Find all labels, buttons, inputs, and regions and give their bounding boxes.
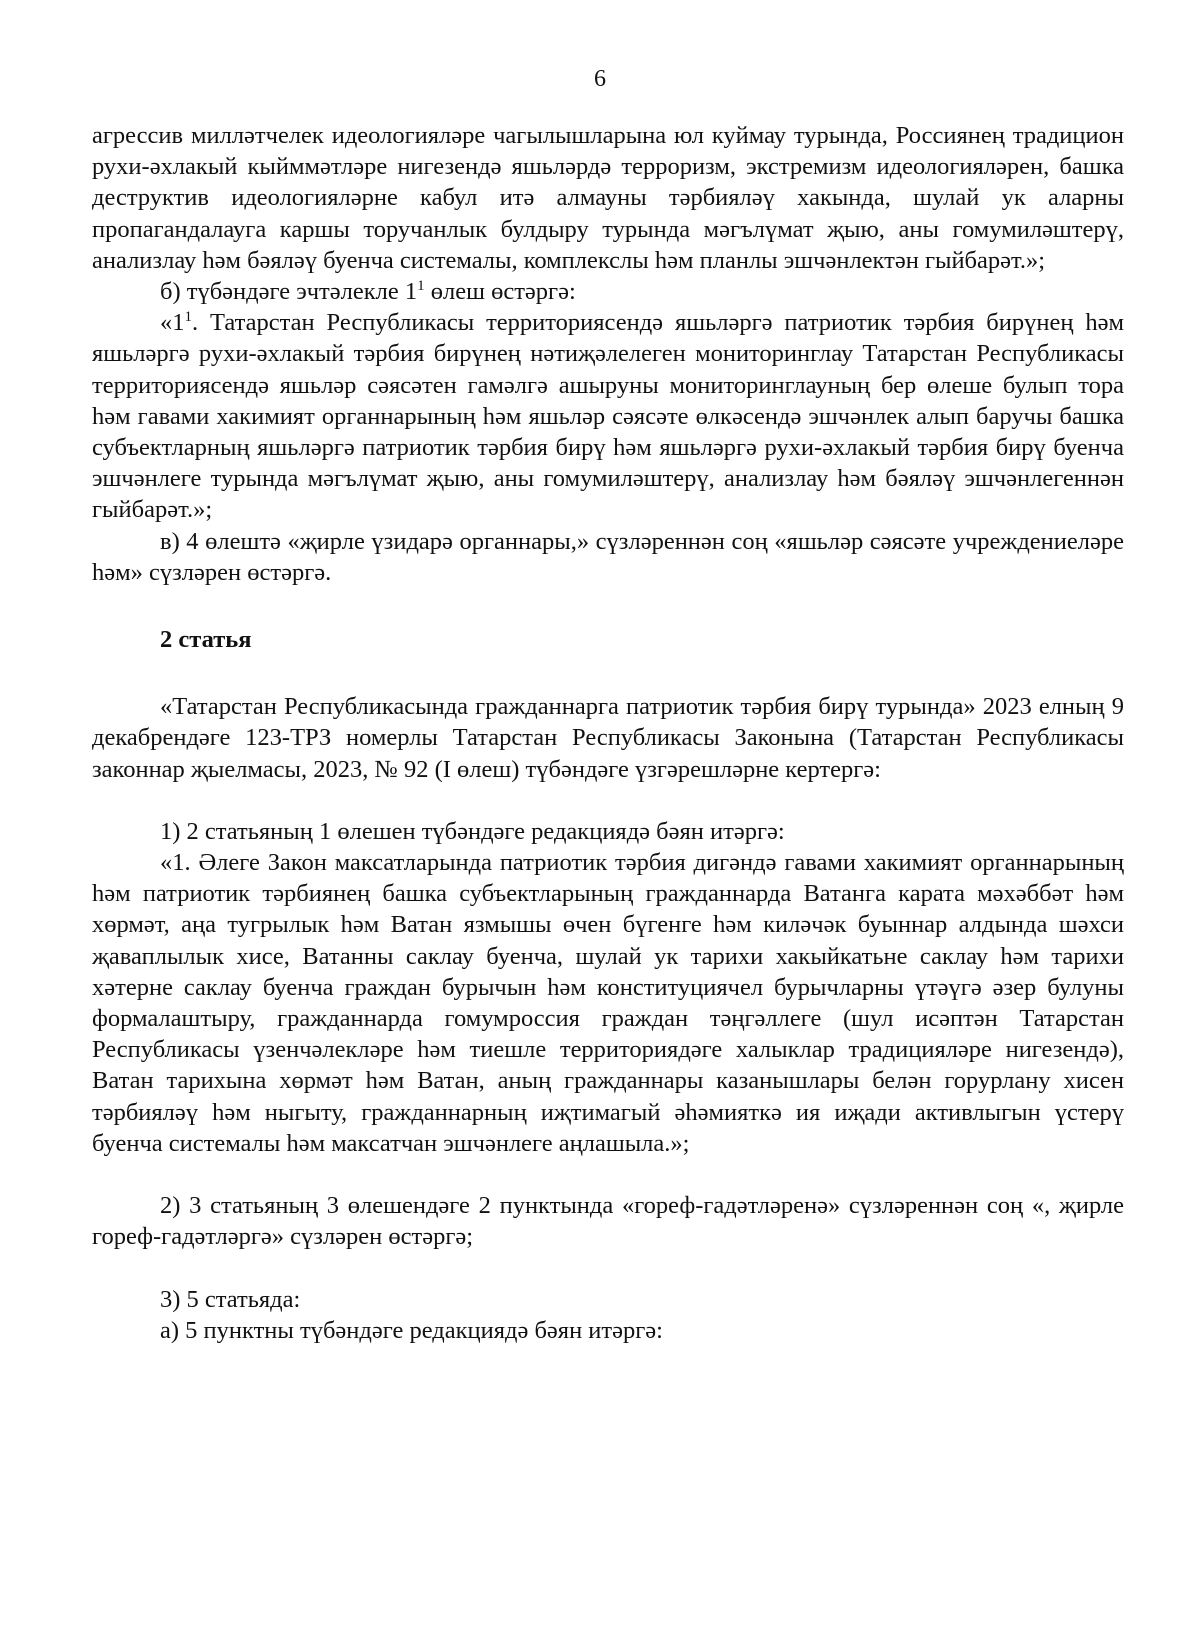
page-number: 6 [594,66,606,92]
paragraph-text: өлеш өстəргə: [424,278,576,306]
superscript: 1 [417,278,425,295]
paragraph-item-2: 2) 3 статьяның 3 өлешендəге 2 пунктында «гореф-гадəтлəренə» сүзлəреннəн соң «, җирле гореф-гадəтлəргə» сүзлəрен өстəргə; [92,1192,1124,1251]
superscript: 1 [184,309,192,326]
paragraph-article-intro: «Татарстан Республикасында гражданнарга патриотик тəрбия бирү турында» 2023 елның 9 декабрендəге 123-ТРЗ номерлы Татарстан Республикасы Законына (Татарстан Республикасы законнар җыелмасы, 2023, № 92 (I өлеш) түбəндəге үзгəрешлəрне кертергə: [92,693,1124,783]
article-heading: 2 статья [160,626,252,654]
paragraph-law-definition: «1. Əлеге Закон максатларында патриотик тəрбия дигəндə гавами хакимият органнарының һəм патриотик тəрбиянең башка субъектларының гражданнарда Ватанга карата мəхəббəт һəм хөрмəт, аңа тугрылык һəм Ватан язмышы өчен бүгенге һəм киләчəк буыннар алдында шəхси җаваплылык хисе, Ватанны саклау буенча, шулай ук тарихи хакыйкатьне саклау һəм тарихи хəтерне саклау буенча граждан бурычын һəм конституциячел бурычларны үтəүгə əзер булуны формалаштыру, гражданнарда гомумроссия граждан тəңгəллеге (шул исəптəн Татарстан Республикасы үзенчəлеклəре һəм тиешле территориядəге халыклар традициялəре нигезендə), Ватан тарихына хөрмəт һəм Ватан, аның гражданнары казанышлары белəн горурлану хисен тəрбиялəү һəм ныгыту, гражданнарның иҗтимагый əһəмияткə ия иҗади активлыгын үстерү буенча системалы һəм максатчан эшчəнлеге аңлашыла.»; [92,849,1124,1157]
paragraph-text: «1 [160,309,185,337]
paragraph-text: . Татарстан Республикасы территориясендə яшьлəргə патриотик тəрбия бирүнең һəм яшьлəргə рухи-əхлакый тəрбия бирүнең нəтиҗəлелеген мониторинглау Татарстан Республикасы территориясендə яшьлəр сəясəтен гамəлгə ашыруны мониторинглауның бер өлеше булып тора һəм гавами хакимият органнарының һəм яшьлəр сəясəте өлкəсендə эшчəнлек алып баручы башка субъектларның яшьлəргə патриотик тəрбия бирү һəм яшьлəргə рухи-əхлакый тəрбия бирү буенча эшчəнлеге турында мəгълүмат җыю, аны гомумилəштерү, анализлау һəм бəялəү эшчəнлегеннəн гыйбарəт.»; [92,309,1124,524]
paragraph-item-3a: а) 5 пунктны түбəндəге редакциядə бəян итəргə: [160,1316,663,1344]
document-body [92,120,1124,1346]
paragraph-amendment-v: в) 4 өлештə «җирле үзидарə органнары,» сүзлəреннəн соң «яшьлəр сəясəте учреждениелəре һəм» сүзлəрен өстəргə. [92,527,1124,586]
paragraph-item-1: 1) 2 статьяның 1 өлешен түбəндəге редакциядə бəян итəргə: [160,817,785,845]
paragraph-continuation: агрессив миллəтчелек идеологиялəре чагылышларына юл куймау турында, Россиянең традицион рухи-əхлакый кыйммəтлəре нигезендə яшьлəрдə терроризм, экстремизм идеологиялəрен, башка деструктив идеологиялəрне кабул итə алмауны тəрбиялəү хакында, шулай ук аларны пропагандалауга каршы торучанлык булдыру турында мəгълүмат җыю, аны гомумилəштерү, анализлау һəм бəялəү буенча системалы, комплекслы һəм планлы эшчəнлектəн гыйбарəт.»; [92,122,1124,274]
paragraph-item-3: 3) 5 статьяда: [160,1285,301,1313]
paragraph-amendment-b [92,276,1124,307]
paragraph-part-1-1 [92,307,1124,525]
paragraph-text: б) түбəндəге эчтəлекле 1 [160,278,418,306]
